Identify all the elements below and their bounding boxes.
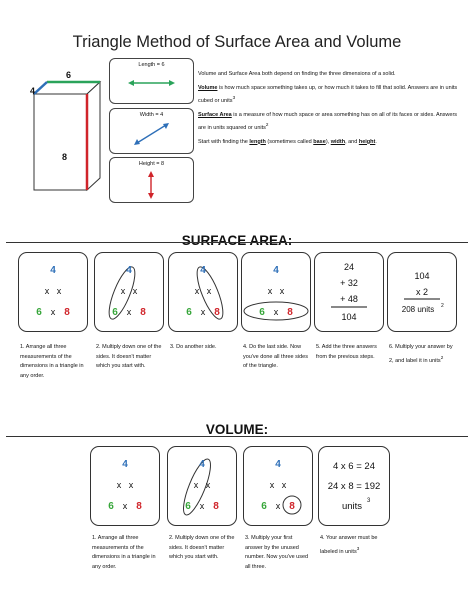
v1-x-left: x bbox=[116, 480, 122, 490]
prism-length-label: 6 bbox=[66, 70, 72, 80]
sa6-b: x 2 bbox=[415, 287, 429, 297]
sa6-result: 208 units bbox=[401, 305, 435, 314]
start-mid2: ), bbox=[325, 138, 331, 145]
sa3-x-bottom: x bbox=[200, 307, 206, 317]
v2-x-left: x bbox=[193, 480, 199, 490]
sa-caption-6-text: 6. Multiply your answer by 2, and label it in units bbox=[389, 344, 453, 364]
sa4-right: 8 bbox=[287, 307, 293, 318]
sa-step-6-double bbox=[388, 253, 456, 331]
sa-caption-2: 2. Multiply down one of the sides. It doesn't matter which you start with. bbox=[96, 344, 162, 370]
sa3-x-right: x bbox=[206, 286, 212, 296]
sa-step-1-triangle bbox=[19, 253, 87, 331]
sa4-top: 4 bbox=[273, 265, 279, 276]
sa6-sup: 2 bbox=[441, 303, 444, 309]
page-title: Triangle Method of Surface Area and Volume bbox=[72, 33, 402, 51]
volume-divider bbox=[6, 436, 468, 437]
sa3-top: 4 bbox=[200, 265, 206, 276]
volume-heading: VOLUME: bbox=[205, 422, 269, 437]
vol-step-1-card bbox=[90, 446, 160, 526]
sa-caption-1: 1. Arrange all three measurements of the dimensions in a triangle in any order. bbox=[20, 344, 84, 379]
vol-caption-4-text: 4. Your answer must be labeled in units bbox=[320, 535, 378, 555]
surface-area-heading: SURFACE AREA: bbox=[181, 233, 293, 248]
vol-step-4-card bbox=[318, 446, 390, 526]
v1-x-bottom: x bbox=[122, 501, 128, 511]
volume-unit-sup: 3 bbox=[232, 95, 236, 101]
start-instruction bbox=[198, 138, 460, 148]
rectangular-prism-figure bbox=[24, 74, 104, 194]
length-box bbox=[109, 58, 194, 104]
sa3-x-left: x bbox=[194, 286, 200, 296]
start-height: height bbox=[358, 138, 376, 145]
v4-line2: 24 x 8 = 192 bbox=[327, 481, 381, 492]
v1-x-right: x bbox=[128, 480, 134, 490]
sa1-x-bottom: x bbox=[50, 307, 56, 317]
v1-left: 6 bbox=[108, 501, 114, 512]
sa5-b: + 32 bbox=[340, 278, 358, 288]
sa-step-2-card bbox=[94, 252, 164, 332]
sa-step-3-triangle bbox=[169, 253, 237, 331]
sa4-x-left: x bbox=[267, 286, 273, 296]
start-end: . bbox=[375, 138, 377, 145]
surface-area-unit-sup: 2 bbox=[265, 122, 269, 128]
v3-x-left: x bbox=[269, 480, 275, 490]
width-label: Width = 4 bbox=[139, 112, 164, 118]
sa-caption-6-sup: 2 bbox=[440, 354, 444, 360]
width-box bbox=[109, 108, 194, 154]
sa4-left: 6 bbox=[259, 307, 265, 318]
volume-definition-text: is how much space something takes up, or how much it takes to fill that solid. Answers are in units cubed or units bbox=[198, 84, 458, 105]
vol-step-3-triangle bbox=[244, 447, 312, 525]
sa-step-5-sum bbox=[315, 253, 383, 331]
sa-caption-4: 4. Do the last side. Now you've done all three sides of the triangle. bbox=[243, 344, 308, 370]
sa2-x-right: x bbox=[132, 286, 138, 296]
vol-caption-4-sup: 3 bbox=[356, 545, 360, 551]
sa2-x-left: x bbox=[120, 286, 126, 296]
v1-right: 8 bbox=[136, 501, 142, 512]
sa1-left: 6 bbox=[36, 307, 42, 318]
sa-step-1-card bbox=[18, 252, 88, 332]
length-label: Length = 6 bbox=[138, 62, 165, 68]
sa-step-5-card bbox=[314, 252, 384, 332]
sa-caption-3: 3. Do another side. bbox=[170, 344, 217, 350]
vol-step-2-triangle bbox=[168, 447, 236, 525]
sa-caption-6 bbox=[389, 343, 455, 366]
v1-top: 4 bbox=[122, 459, 128, 470]
sa2-top: 4 bbox=[126, 265, 132, 276]
v2-right: 8 bbox=[213, 501, 219, 512]
v3-x-right: x bbox=[281, 480, 287, 490]
sa6-a: 104 bbox=[414, 271, 430, 281]
v3-top: 4 bbox=[275, 459, 281, 470]
sa1-top: 4 bbox=[50, 265, 56, 276]
start-pre: Start with finding the bbox=[198, 138, 250, 145]
vol-caption-1: 1. Arrange all three measurements of the dimensions in a triangle in any order. bbox=[92, 535, 156, 570]
start-base: base bbox=[313, 138, 326, 145]
definitions bbox=[198, 70, 460, 151]
sa2-x-bottom: x bbox=[126, 307, 132, 317]
v2-x-bottom: x bbox=[199, 501, 205, 511]
surface-area-divider bbox=[6, 242, 468, 243]
start-width: width bbox=[330, 138, 346, 145]
sa3-left: 6 bbox=[186, 307, 192, 318]
v3-left: 6 bbox=[261, 501, 267, 512]
intro-text: Volume and Surface Area both depend on finding the three dimensions of a solid. bbox=[198, 71, 396, 77]
sa2-left: 6 bbox=[112, 307, 118, 318]
v4-line1: 4 x 6 = 24 bbox=[333, 461, 375, 472]
surface-area-definition-text: is a measure of how much space or area something has on all of its faces or sides. Answers are in units squared or units bbox=[198, 111, 458, 132]
v2-top: 4 bbox=[199, 459, 205, 470]
vol-caption-3: 3. Multiply your first answer by the unused number. Now you've used all three. bbox=[245, 535, 309, 570]
v4-sup: 3 bbox=[367, 498, 371, 504]
vol-step-3-card bbox=[243, 446, 313, 526]
volume-term: Volume bbox=[198, 84, 218, 91]
sa1-x-right: x bbox=[56, 286, 62, 296]
sa3-right: 8 bbox=[214, 307, 220, 318]
start-mid3: , and bbox=[345, 138, 359, 145]
start-mid1: (sometimes called bbox=[265, 138, 314, 145]
volume-definition bbox=[198, 84, 460, 107]
vol-step-4-calc bbox=[319, 447, 389, 525]
sa5-c: + 48 bbox=[340, 294, 358, 304]
sa1-right: 8 bbox=[64, 307, 70, 318]
height-box bbox=[109, 157, 194, 203]
sa4-x-right: x bbox=[279, 286, 285, 296]
v2-x-right: x bbox=[205, 480, 211, 490]
sa-step-2-triangle bbox=[95, 253, 163, 331]
sa1-x-left: x bbox=[44, 286, 50, 296]
sa-step-4-triangle bbox=[242, 253, 310, 331]
sa4-x-bottom: x bbox=[273, 307, 279, 317]
sa-step-4-card bbox=[241, 252, 311, 332]
vol-step-2-card bbox=[167, 446, 237, 526]
v3-x-bottom: x bbox=[275, 501, 281, 511]
surface-area-term: Surface Area bbox=[198, 111, 232, 118]
height-label: Height = 8 bbox=[138, 161, 165, 167]
vol-caption-2: 2. Multiply down one of the sides. It doesn't matter which you start with. bbox=[169, 535, 235, 561]
v4-units: units bbox=[341, 501, 363, 512]
v3-right: 8 bbox=[289, 501, 295, 512]
sa-step-6-card bbox=[387, 252, 457, 332]
prism-width-label: 4 bbox=[30, 86, 36, 96]
sa-caption-5: 5. Add the three answers from the previous steps. bbox=[316, 344, 377, 360]
sa5-total: 104 bbox=[341, 312, 357, 322]
vol-step-1-triangle bbox=[91, 447, 159, 525]
vol-caption-4 bbox=[320, 534, 386, 557]
surface-area-definition bbox=[198, 111, 460, 134]
v2-left: 6 bbox=[185, 501, 191, 512]
sa2-right: 8 bbox=[140, 307, 146, 318]
sa5-a: 24 bbox=[343, 262, 355, 272]
sa-step-3-card bbox=[168, 252, 238, 332]
prism-height-label: 8 bbox=[62, 152, 68, 162]
start-length: length bbox=[249, 138, 266, 145]
